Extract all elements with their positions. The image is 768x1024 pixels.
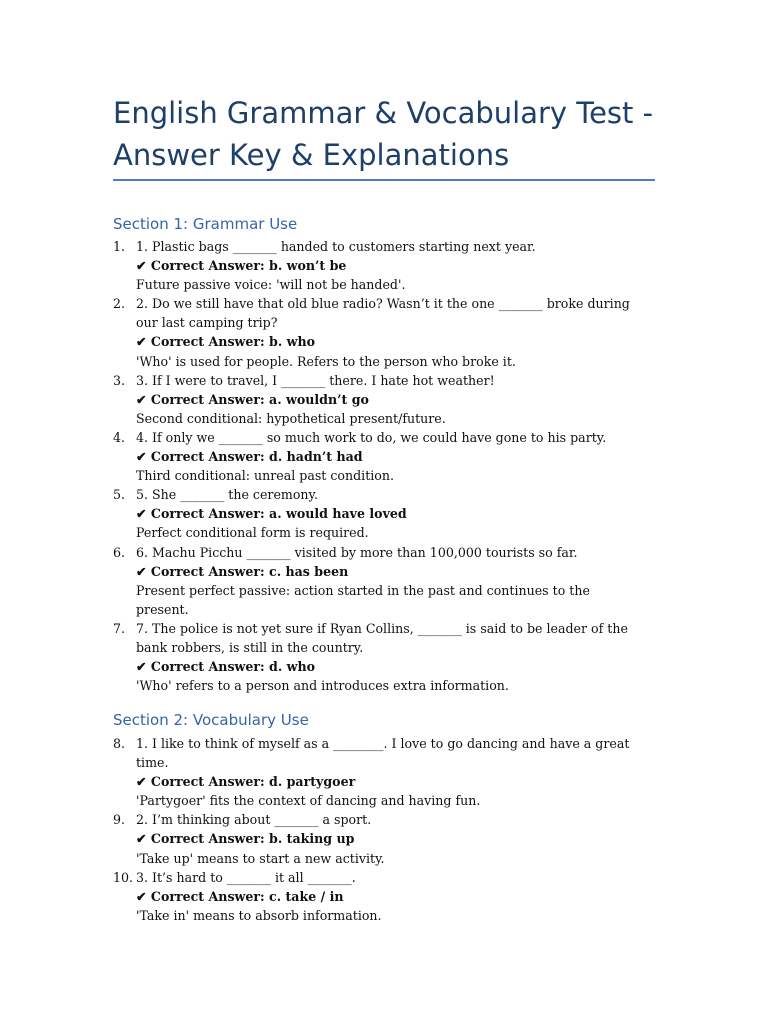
question-number: 3. (113, 372, 126, 388)
question-text: 6. Machu Picchu _______ visited by more than 100,000 tourists so far. (136, 544, 578, 560)
vocabulary-question-list (113, 734, 643, 925)
answer-explanation: 'Partygoer' fits the context of dancing and having fun. (136, 793, 481, 809)
question-item (113, 543, 643, 619)
question-number: 8. (113, 736, 126, 751)
question-text: 2. Do we still have that old blue radio? Wasn’t it the one _______ broke during our last camping trip? (136, 296, 630, 331)
question-text: 5. She _______ the ceremony. (136, 487, 318, 503)
question-item (113, 485, 643, 542)
answer-explanation: 'Who' is used for people. Refers to the person who broke it. (136, 353, 516, 369)
correct-answer: ✔ Correct Answer: a. would have loved (136, 506, 407, 522)
correct-answer: ✔ Correct Answer: c. has been (136, 563, 349, 579)
grammar-question-list (113, 237, 643, 695)
question-text: 1. Plastic bags _______ handed to customers starting next year. (136, 239, 536, 254)
document-title: English Grammar & Vocabulary Test - Answer Key & Explanations (113, 96, 654, 172)
question-text: 4. If only we _______ so much work to do, we could have gone to his party. (136, 429, 607, 445)
question-item (113, 237, 643, 294)
answer-explanation: 'Take in' means to absorb information. (136, 907, 382, 923)
title-underline (113, 179, 655, 181)
question-text: 2. I’m thinking about _______ a sport. (136, 812, 372, 828)
correct-answer: ✔ Correct Answer: c. take / in (136, 888, 344, 904)
correct-answer: ✔ Correct Answer: b. who (136, 334, 316, 350)
question-text: 3. If I were to travel, I _______ there. I hate hot weather! (136, 372, 495, 388)
question-number: 1. (113, 239, 126, 254)
correct-answer: ✔ Correct Answer: d. hadn’t had (136, 449, 363, 465)
question-item (113, 428, 643, 485)
question-item (113, 294, 643, 370)
question-number: 5. (113, 487, 126, 503)
question-text: 7. The police is not yet sure if Ryan Collins, _______ is said to be leader of the bank robbers, is still in the country. (136, 620, 628, 655)
correct-answer: ✔ Correct Answer: a. wouldn’t go (136, 391, 369, 407)
question-number: 4. (113, 429, 126, 445)
answer-explanation: Perfect conditional form is required. (136, 525, 369, 541)
question-item (113, 810, 643, 867)
question-number: 6. (113, 544, 126, 560)
correct-answer: ✔ Correct Answer: d. who (136, 659, 316, 675)
question-text: 1. I like to think of myself as a ________. I love to go dancing and have a great time. (136, 736, 630, 771)
correct-answer: ✔ Correct Answer: b. won’t be (136, 258, 347, 274)
question-text: 3. It’s hard to _______ it all _______. (136, 869, 356, 885)
answer-explanation: Second conditional: hypothetical present/future. (136, 410, 446, 426)
answer-explanation: Third conditional: unreal past condition. (136, 468, 394, 484)
question-number: 10. (113, 869, 134, 885)
answer-explanation: Future passive voice: 'will not be handed'. (136, 277, 406, 293)
question-number: 2. (113, 296, 126, 312)
answer-explanation: 'Take up' means to start a new activity. (136, 850, 385, 866)
section-1-heading: Section 1: Grammar Use (113, 215, 298, 233)
section-2-heading: Section 2: Vocabulary Use (113, 711, 309, 729)
question-item (113, 734, 643, 810)
question-number: 7. (113, 620, 126, 636)
question-item (113, 619, 643, 695)
question-number: 9. (113, 812, 126, 828)
question-item (113, 868, 643, 925)
question-item (113, 371, 643, 428)
correct-answer: ✔ Correct Answer: d. partygoer (136, 774, 356, 790)
correct-answer: ✔ Correct Answer: b. taking up (136, 831, 355, 847)
answer-explanation: Present perfect passive: action started in the past and continues to the present. (136, 582, 590, 617)
answer-explanation: 'Who' refers to a person and introduces extra information. (136, 678, 509, 694)
